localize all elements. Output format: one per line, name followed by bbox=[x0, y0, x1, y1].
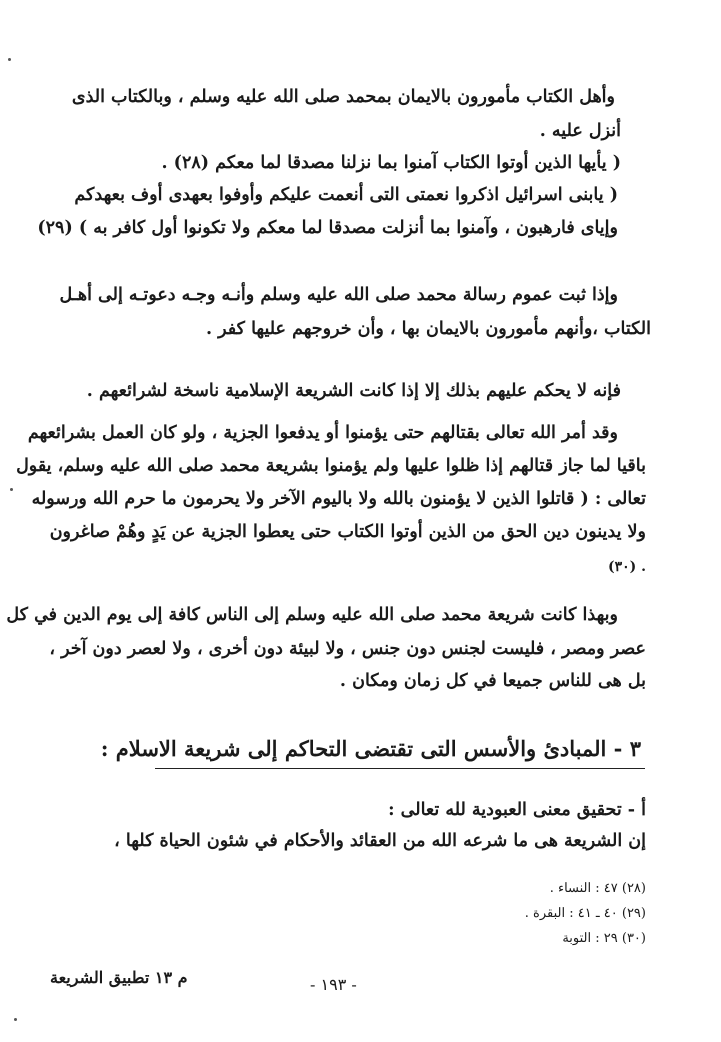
sub-heading: أ - تحقيق معنى العبودية لله تعالى : bbox=[388, 800, 646, 820]
footnote-28: (٢٨) ٤٧ : النساء . bbox=[549, 881, 646, 896]
paragraph-1-line-1: وأهل الكتاب مأمورون بالايمان بمحمد صلى الله عليه وسلم ، وبالكتاب الذى bbox=[71, 87, 615, 107]
paragraph-4-line-5: . (٣٠) bbox=[607, 559, 646, 575]
paragraph-3: فإنه لا يحكم عليهم بذلك إلا إذا كانت الشريعة الإسلامية ناسخة لشرائعهم . bbox=[86, 381, 621, 401]
paragraph-2-line-2: الكتاب ،وأنهم مأمورون بالايمان بها ، وأن خروجهم عليها كفر . bbox=[205, 319, 651, 339]
paragraph-5-line-2: عصر ومصر ، فليست لجنس دون جنس ، ولا لبيئة دون أخرى ، ولا لعصر دون آخر ، bbox=[49, 639, 646, 659]
paragraph-1-line-2: أنزل عليه . bbox=[539, 121, 621, 141]
paragraph-4-line-4: ولا يدينون دين الحق من الذين أوتوا الكتاب حتى يعطوا الجزية عن يَدٍ وهُمْ صاغرون bbox=[49, 522, 646, 542]
paragraph-4-line-1: وقد أمر الله تعالى بقتالهم حتى يؤمنوا أو يدفعوا الجزية ، ولو كان العمل بشرائعهم bbox=[27, 423, 618, 443]
paragraph-4-line-3: تعالى : ( قاتلوا الذين لا يؤمنون بالله ولا باليوم الآخر ولا يحرمون ما حرم الله ورسوله bbox=[31, 489, 646, 509]
paragraph-2-line-1: وإذا ثبت عموم رسالة محمد صلى الله عليه وسلم وأنـه وجـه دعوتـه إلى أهـل bbox=[59, 285, 618, 305]
sub-heading-text: إن الشريعة هى ما شرعه الله من العقائد والأحكام في شئون الحياة كلها ، bbox=[114, 831, 646, 851]
paragraph-5-line-1: وبهذا كانت شريعة محمد صلى الله عليه وسلم إلى الناس كافة إلى يوم الدين في كل bbox=[6, 605, 618, 625]
section-heading: ٣ - المبادئ والأسس التى تقتضى التحاكم إلى شريعة الاسلام : bbox=[100, 736, 641, 761]
signature-mark: م ١٣ تطبيق الشريعة bbox=[50, 968, 188, 987]
footnote-30: (٣٠) ٢٩ : التوبة bbox=[562, 931, 646, 946]
quote-2-line-1: ( يابنى اسرائيل اذكروا نعمتى التى أنعمت عليكم وأوفوا بعهدى أوف بعهدكم bbox=[74, 185, 618, 205]
section-heading-underline bbox=[155, 768, 645, 769]
quote-2-line-2: وإياى فارهبون ، وآمنوا بما أنزلت مصدقا لما معكم ولا تكونوا أول كافر به ) (٢٩) bbox=[37, 218, 618, 238]
paragraph-4-line-2: باقيا لما جاز قتالهم إذا ظلوا عليها ولم يؤمنوا بشريعة محمد صلى الله عليه وسلم، يقول bbox=[16, 456, 646, 476]
footnote-29: (٢٩) ٤٠ ـ ٤١ : البقرة . bbox=[524, 906, 646, 921]
scan-speck bbox=[14, 1018, 17, 1021]
scan-speck bbox=[8, 58, 11, 61]
scan-speck bbox=[10, 488, 13, 491]
paragraph-5-line-3: بل هى للناس جميعا في كل زمان ومكان . bbox=[339, 671, 646, 691]
page-number: - ١٩٣ - bbox=[310, 975, 357, 994]
quote-1: ( يأيها الذين أوتوا الكتاب آمنوا بما نزلنا مصدقا لما معكم (٢٨) . bbox=[161, 153, 621, 173]
